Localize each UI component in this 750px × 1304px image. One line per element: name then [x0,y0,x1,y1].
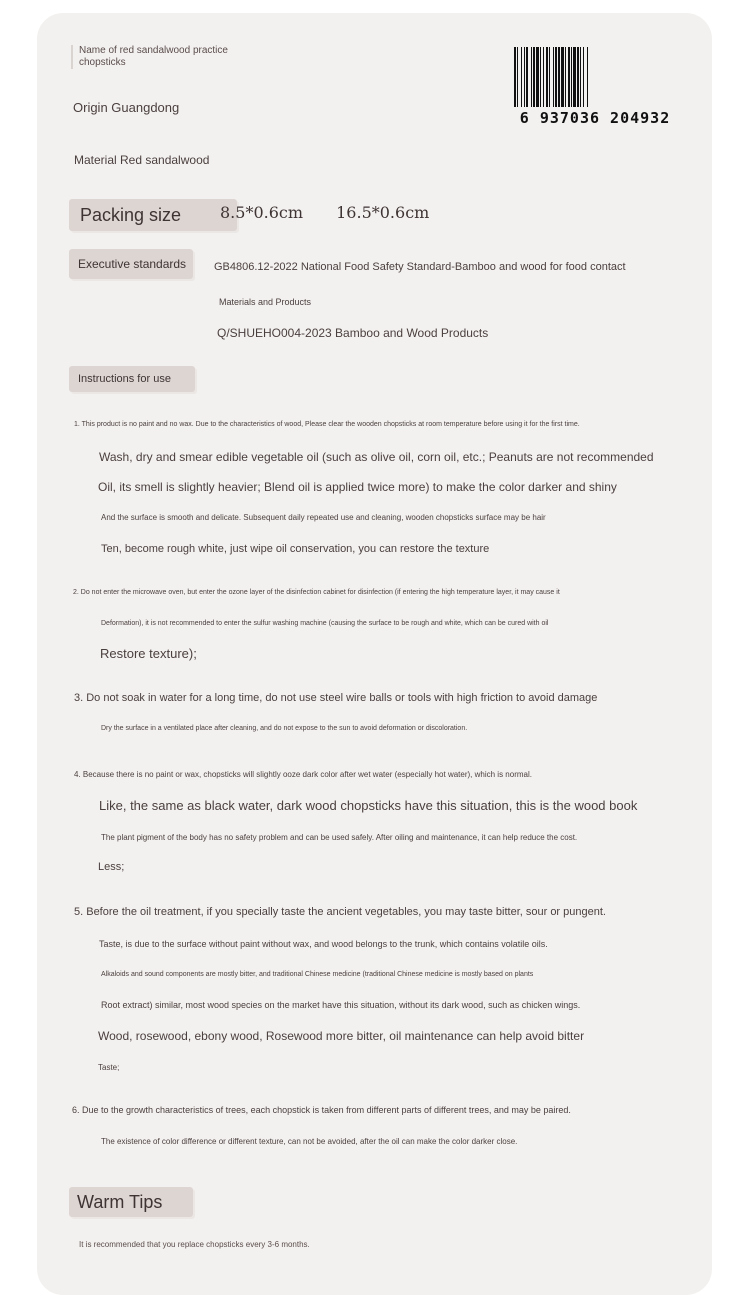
standard-line-3: Q/SHUEHO004-2023 Bamboo and Wood Products [217,326,489,340]
instruction-line: The plant pigment of the body has no safety problem and can be used safely. After oiling and maintenance, it can help reduce the cost. [101,833,578,842]
instruction-line: Ten, become rough white, just wipe oil conservation, you can restore the texture [101,543,490,555]
instruction-line: Taste; [98,1063,120,1072]
instruction-line: The existence of color difference or different texture, can not be avoided, after the oil can make the color darker close. [101,1137,518,1146]
origin-text: Origin Guangdong [73,100,180,115]
instruction-line: And the surface is smooth and delicate. Subsequent daily repeated use and cleaning, wooden chopsticks surface may be hair [101,513,546,522]
instruction-line: 1. This product is no paint and no wax. Due to the characteristics of wood, Please clear the wooden chopsticks at room temperature before using it for the first time. [74,421,580,428]
instruction-line: Like, the same as black water, dark wood chopsticks have this situation, this is the wood book [99,798,638,813]
instruction-line: Less; [98,861,125,873]
instruction-line: Oil, its smell is slightly heavier; Blend oil is applied twice more) to make the color darker and shiny [98,480,617,494]
executive-standards-tag: Executive standards [69,249,193,279]
material-text: Material Red sandalwood [74,153,210,167]
barcode-digits: 6 937036 204932 [519,109,671,127]
instruction-line: 2. Do not enter the microwave oven, but enter the ozone layer of the disinfection cabinet for disinfection (if entering the high temperature layer, it may cause it [73,589,560,596]
instruction-line: 5. Before the oil treatment, if you specially taste the ancient vegetables, you may taste bitter, sour or pungent. [74,906,606,918]
instruction-line: 4. Because there is no paint or wax, chopsticks will slightly ooze dark color after wet water (especially hot water), which is normal. [74,770,532,779]
packing-size-tag: Packing size [69,199,237,231]
barcode [513,47,677,135]
packing-size-short: 8.5*0.6cm [220,203,304,222]
standard-line-2: Materials and Products [219,297,312,307]
instruction-line: Dry the surface in a ventilated place after cleaning, and do not expose to the sun to avoid deformation or discoloration. [101,725,468,732]
instructions-tag: Instructions for use [69,366,195,392]
packing-size-long: 16.5*0.6cm [336,203,430,222]
instruction-line: Root extract) similar, most wood species on the market have this situation, without its dark wood, such as chicken wings. [101,1000,581,1010]
product-name-label: Name of red sandalwood practice chopsticks [71,45,259,69]
instruction-line: 3. Do not soak in water for a long time, do not use steel wire balls or tools with high friction to avoid damage [74,692,598,704]
instruction-line: Alkaloids and sound components are mostly bitter, and traditional Chinese medicine (traditional Chinese medicine is mostly based on plants [101,971,534,978]
instruction-line: 6. Due to the growth characteristics of trees, each chopstick is taken from different parts of different trees, and may be paired. [72,1105,571,1115]
warm-tips-text: It is recommended that you replace chopsticks every 3-6 months. [79,1240,310,1249]
standard-line-1: GB4806.12-2022 National Food Safety Standard-Bamboo and wood for food contact [214,261,626,273]
instruction-line: Wash, dry and smear edible vegetable oil (such as olive oil, corn oil, etc.; Peanuts are not recommended [99,450,654,464]
barcode-bars-icon [513,47,677,109]
warm-tips-tag: Warm Tips [69,1187,193,1217]
instruction-line: Wood, rosewood, ebony wood, Rosewood more bitter, oil maintenance can help avoid bitter [98,1029,585,1043]
instruction-line: Taste, is due to the surface without paint without wax, and wood belongs to the trunk, which contains volatile oils. [99,939,548,949]
product-info-card [37,13,712,1295]
instruction-line: Restore texture); [100,646,197,661]
instruction-line: Deformation), it is not recommended to enter the sulfur washing machine (causing the surface to be rough and white, which can be cured with oil [101,620,549,627]
packing-size-values [220,203,457,222]
